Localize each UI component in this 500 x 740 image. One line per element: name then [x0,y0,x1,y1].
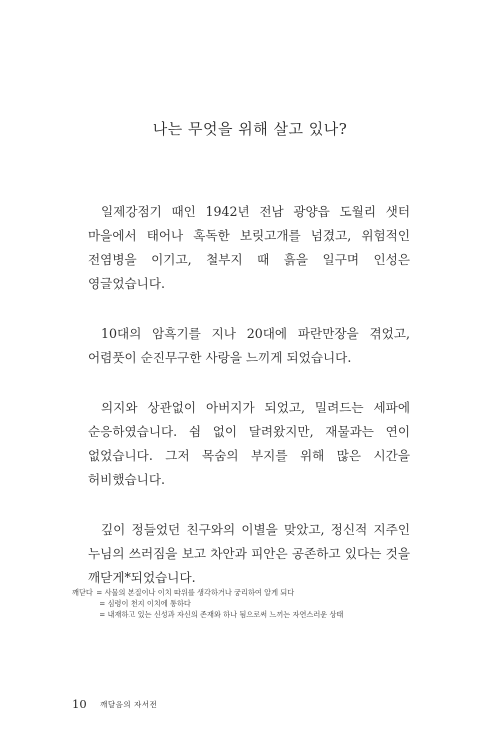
footnote-line-1 [72,587,452,598]
body-text [88,200,410,616]
footnote-term: 깨닫다 [72,588,93,597]
footnote-line-3 [72,609,452,620]
chapter-title: 나는 무엇을 위해 살고 있나? [152,120,348,138]
running-title: 깨달음의 자서전 [100,700,158,709]
paragraph-4: 깊이 정들었던 친구와의 이별을 맞았고, 정신적 지주인 누님의 쓰러짐을 보고 차안과 피안은 공존하고 있다는 것을 깨닫게*되었습니다. [88,522,410,585]
footnote-definition-2: = 심령이 천지 이치에 통하다 [99,599,191,608]
footnote-line-2 [72,598,452,609]
footnote-definition-3: = 내재하고 있는 신성과 자신의 존재와 하나 됨으로써 느끼는 자연스러운 상태 [99,610,344,619]
page-number: 10 [72,697,87,711]
paragraph-2: 10대의 암흑기를 지나 20대에 파란만장을 겪었고, 어렴풋이 순진무구한 사랑을 느끼게 되었습니다. [88,326,410,365]
paragraph-1: 일제강점기 때인 1942년 전남 광양읍 도월리 샛터 마을에서 태어나 혹독한 보릿고개를 넘겼고, 위험적인 전염병을 이기고, 철부지 때 흙을 일구며 인성은 영글었습니다. [88,204,410,291]
footnote-definition-1: = 사물의 본질이나 이치 따위를 생각하거나 궁리하여 알게 되다 [96,588,295,597]
page-footer [72,697,157,711]
footnotes [72,587,452,620]
paragraph-3: 의지와 상관없이 아버지가 되었고, 밀려드는 세파에 순응하였습니다. 쉼 없이 달려왔지만, 재물과는 연이 없었습니다. 그저 목숨의 부지를 위해 많은 시간을 허비했습니다. [88,400,410,487]
